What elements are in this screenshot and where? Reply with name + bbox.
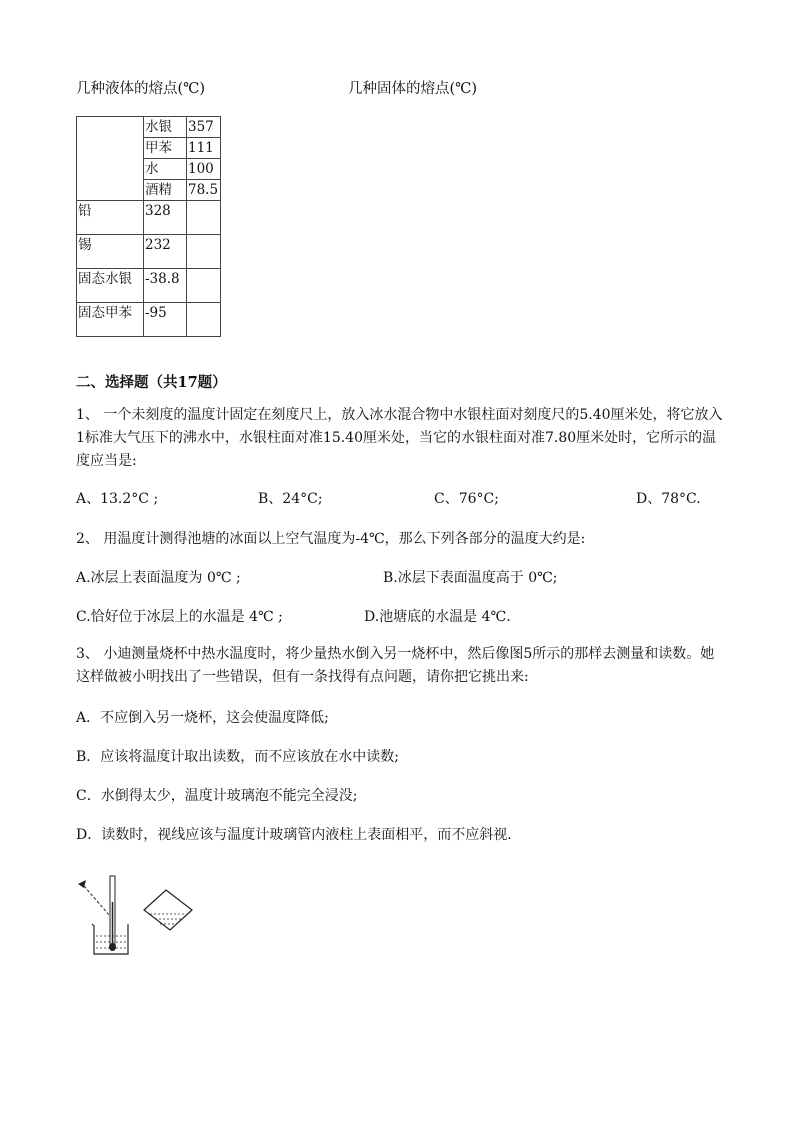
table-cell-name: 铅 — [77, 201, 144, 235]
table-cell-value: 111 — [187, 138, 221, 159]
table-row — [77, 303, 221, 337]
solid-table-title: 几种固体的熔点(℃) — [348, 81, 478, 97]
table-empty-cell — [187, 269, 221, 303]
question-1-text: 1、 一个未刻度的温度计固定在刻度尺上，放入冰水混合物中水银柱面对刻度尺的5.40厘米处，将它放入1标准大气压下的沸水中，水银柱面对准15.40厘米处，当它的水银柱面对准7.80厘米处时，它所示的温度应当是: — [76, 407, 723, 469]
table-cell-name: 甲苯 — [144, 138, 187, 159]
melting-point-table — [76, 116, 221, 337]
liquid-table-title: 几种液体的熔点(℃) — [76, 81, 206, 97]
sight-line — [84, 886, 110, 916]
section-title: 二、选择题（共17题） — [76, 374, 227, 391]
beaker-thermometer-figure — [70, 872, 150, 962]
q3-option-a: A．不应倒入另一烧杯，这会使温度降低; — [76, 710, 329, 726]
table-empty-cell — [187, 303, 221, 337]
table-cell-value: -95 — [144, 303, 187, 337]
table-empty-cell — [77, 117, 144, 201]
table-row — [77, 201, 221, 235]
question-2-text: 2、 用温度计测得池塘的冰面以上空气温度为-4℃，那么下列各部分的温度大约是: — [76, 531, 586, 547]
table-cell-name: 水 — [144, 159, 187, 180]
q1-option-a: A、13.2°C ; — [76, 491, 159, 507]
q3-option-d: D．读数时，视线应该与温度计玻璃管内液柱上表面相平，而不应斜视. — [76, 827, 512, 843]
table-cell-value: 78.5 — [187, 180, 221, 201]
table-empty-cell — [187, 201, 221, 235]
table-empty-cell — [187, 235, 221, 269]
table-cell-value: 357 — [187, 117, 221, 138]
table-cell-value: 232 — [144, 235, 187, 269]
table-cell-value: -38.8 — [144, 269, 187, 303]
q3-option-b: B．应该将温度计取出读数，而不应该放在水中读数; — [76, 749, 400, 765]
table-cell-name: 固态水银 — [77, 269, 144, 303]
table-cell-value: 328 — [144, 201, 187, 235]
q1-option-b: B、24°C; — [258, 491, 323, 507]
table-row — [77, 117, 221, 138]
table-row — [77, 269, 221, 303]
table-cell-name: 锡 — [77, 235, 144, 269]
q2-option-b: B.冰层下表面温度高于 0℃; — [383, 570, 558, 586]
q1-option-c: C、76°C; — [434, 491, 499, 507]
table-row — [77, 235, 221, 269]
q2-option-d: D.池塘底的水温是 4℃. — [364, 609, 511, 625]
table-cell-name: 固态甲苯 — [77, 303, 144, 337]
question-3-text: 3、 小迪测量烧杯中热水温度时，将少量热水倒入另一烧杯中，然后像图5所示的那样去测量和读数。她这样做被小明找出了一些错误，但有一条找得有点问题，请你把它挑出来: — [76, 646, 715, 685]
table-cell-value: 100 — [187, 159, 221, 180]
q2-option-a: A.冰层上表面温度为 0℃ ; — [76, 570, 241, 586]
q3-option-c: C．水倒得太少，温度计玻璃泡不能完全浸没; — [76, 788, 358, 804]
table-cell-name: 水银 — [144, 117, 187, 138]
table-cell-name: 酒精 — [144, 180, 187, 201]
tilted-beaker-figure — [140, 886, 196, 936]
q2-option-c: C.恰好位于冰层上的水温是 4℃ ; — [76, 609, 283, 625]
q1-option-d: D、78°C. — [636, 491, 701, 507]
